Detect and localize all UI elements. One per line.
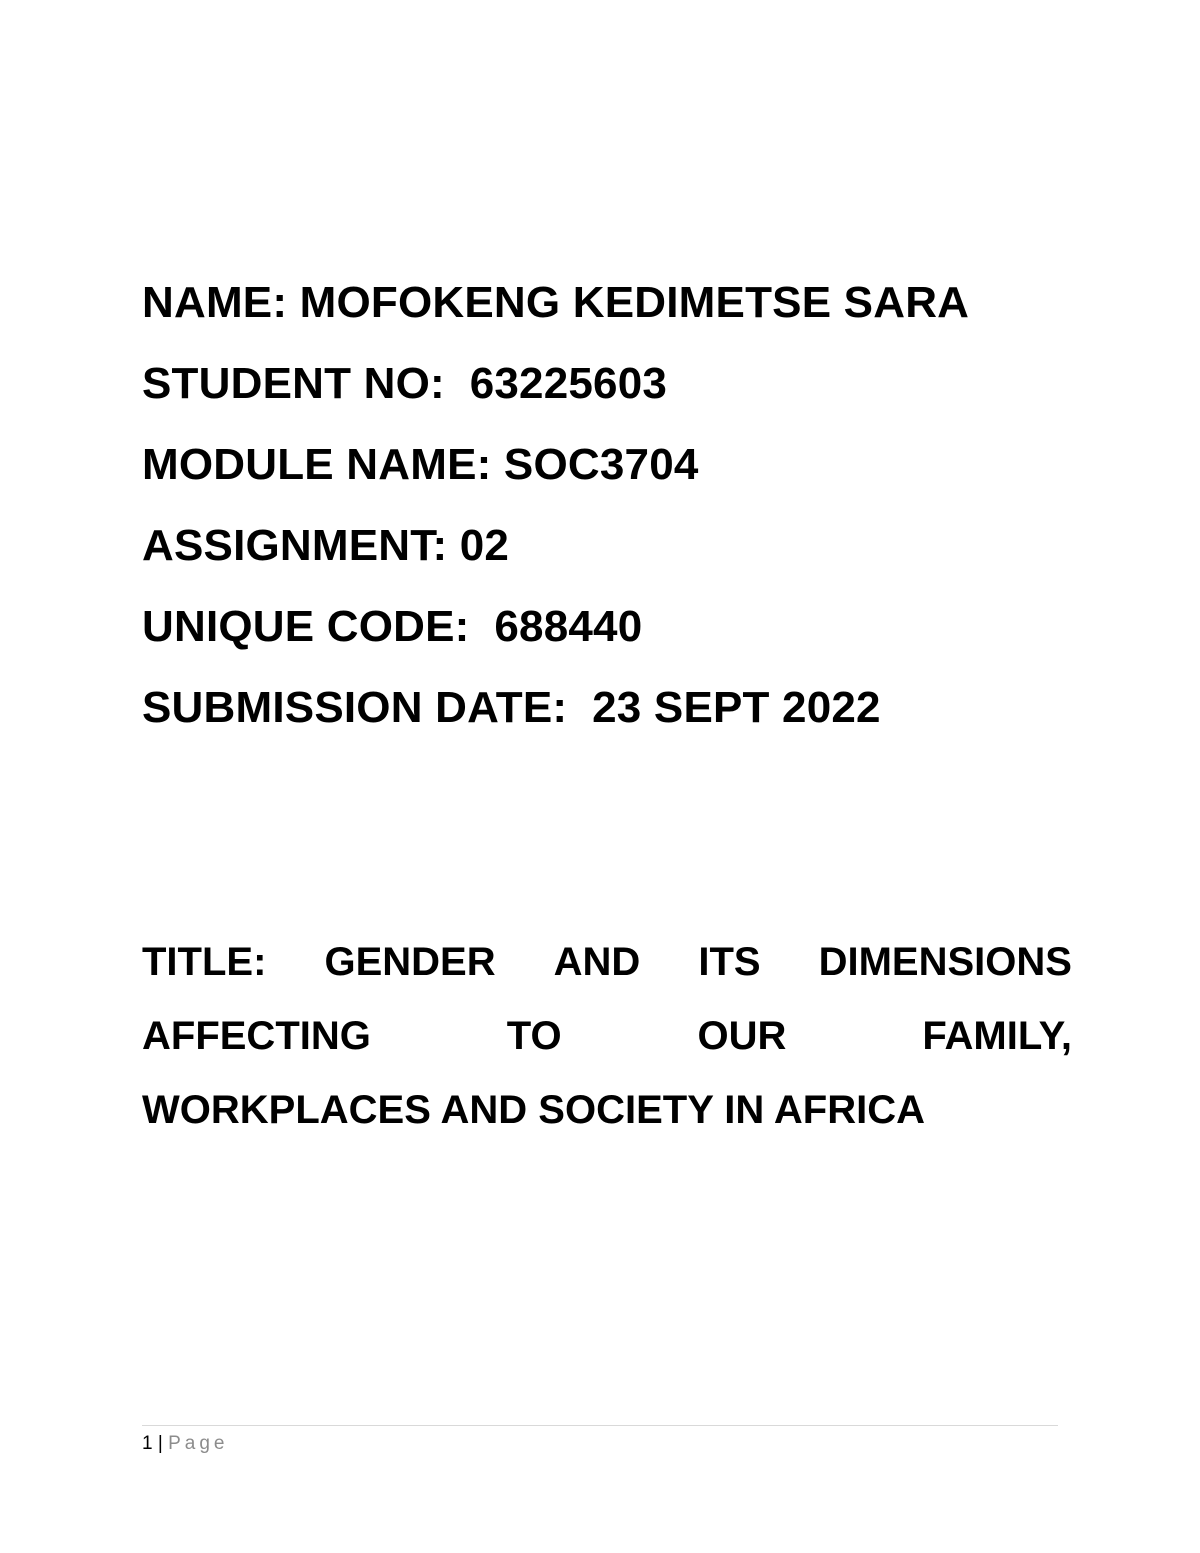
title-line-2 xyxy=(142,999,1072,1073)
title-word: ITS xyxy=(698,940,761,984)
title-line-1 xyxy=(142,925,1072,999)
student-number-line: STUDENT NO: 63225603 xyxy=(142,359,668,408)
unique-code-line: UNIQUE CODE: 688440 xyxy=(142,602,643,651)
cover-info-block xyxy=(142,262,1082,748)
title-line-3 xyxy=(142,1073,1072,1147)
title-word: GENDER xyxy=(324,940,496,984)
student-name-line: NAME: MOFOKENG KEDIMETSE SARA xyxy=(142,278,970,327)
page-number: 1 xyxy=(142,1433,153,1454)
title-word: FAMILY, xyxy=(922,1014,1072,1058)
title-word: DIMENSIONS xyxy=(818,940,1072,984)
page-footer xyxy=(142,1432,228,1456)
page-label: Page xyxy=(168,1433,229,1454)
title-word: WORKPLACES AND SOCIETY IN AFRICA xyxy=(142,1088,925,1132)
footer-divider xyxy=(142,1425,1058,1426)
title-word: TO xyxy=(506,1014,562,1058)
title-word: TITLE: xyxy=(142,940,267,984)
assignment-line: ASSIGNMENT: 02 xyxy=(142,521,510,570)
title-word: OUR xyxy=(697,1014,787,1058)
title-word: AFFECTING xyxy=(142,1014,371,1058)
module-name-line: MODULE NAME: SOC3704 xyxy=(142,440,699,489)
footer-separator: | xyxy=(157,1433,163,1454)
title-word: AND xyxy=(553,940,641,984)
assignment-title xyxy=(142,925,1072,1147)
submission-date-line: SUBMISSION DATE: 23 SEPT 2022 xyxy=(142,683,881,732)
